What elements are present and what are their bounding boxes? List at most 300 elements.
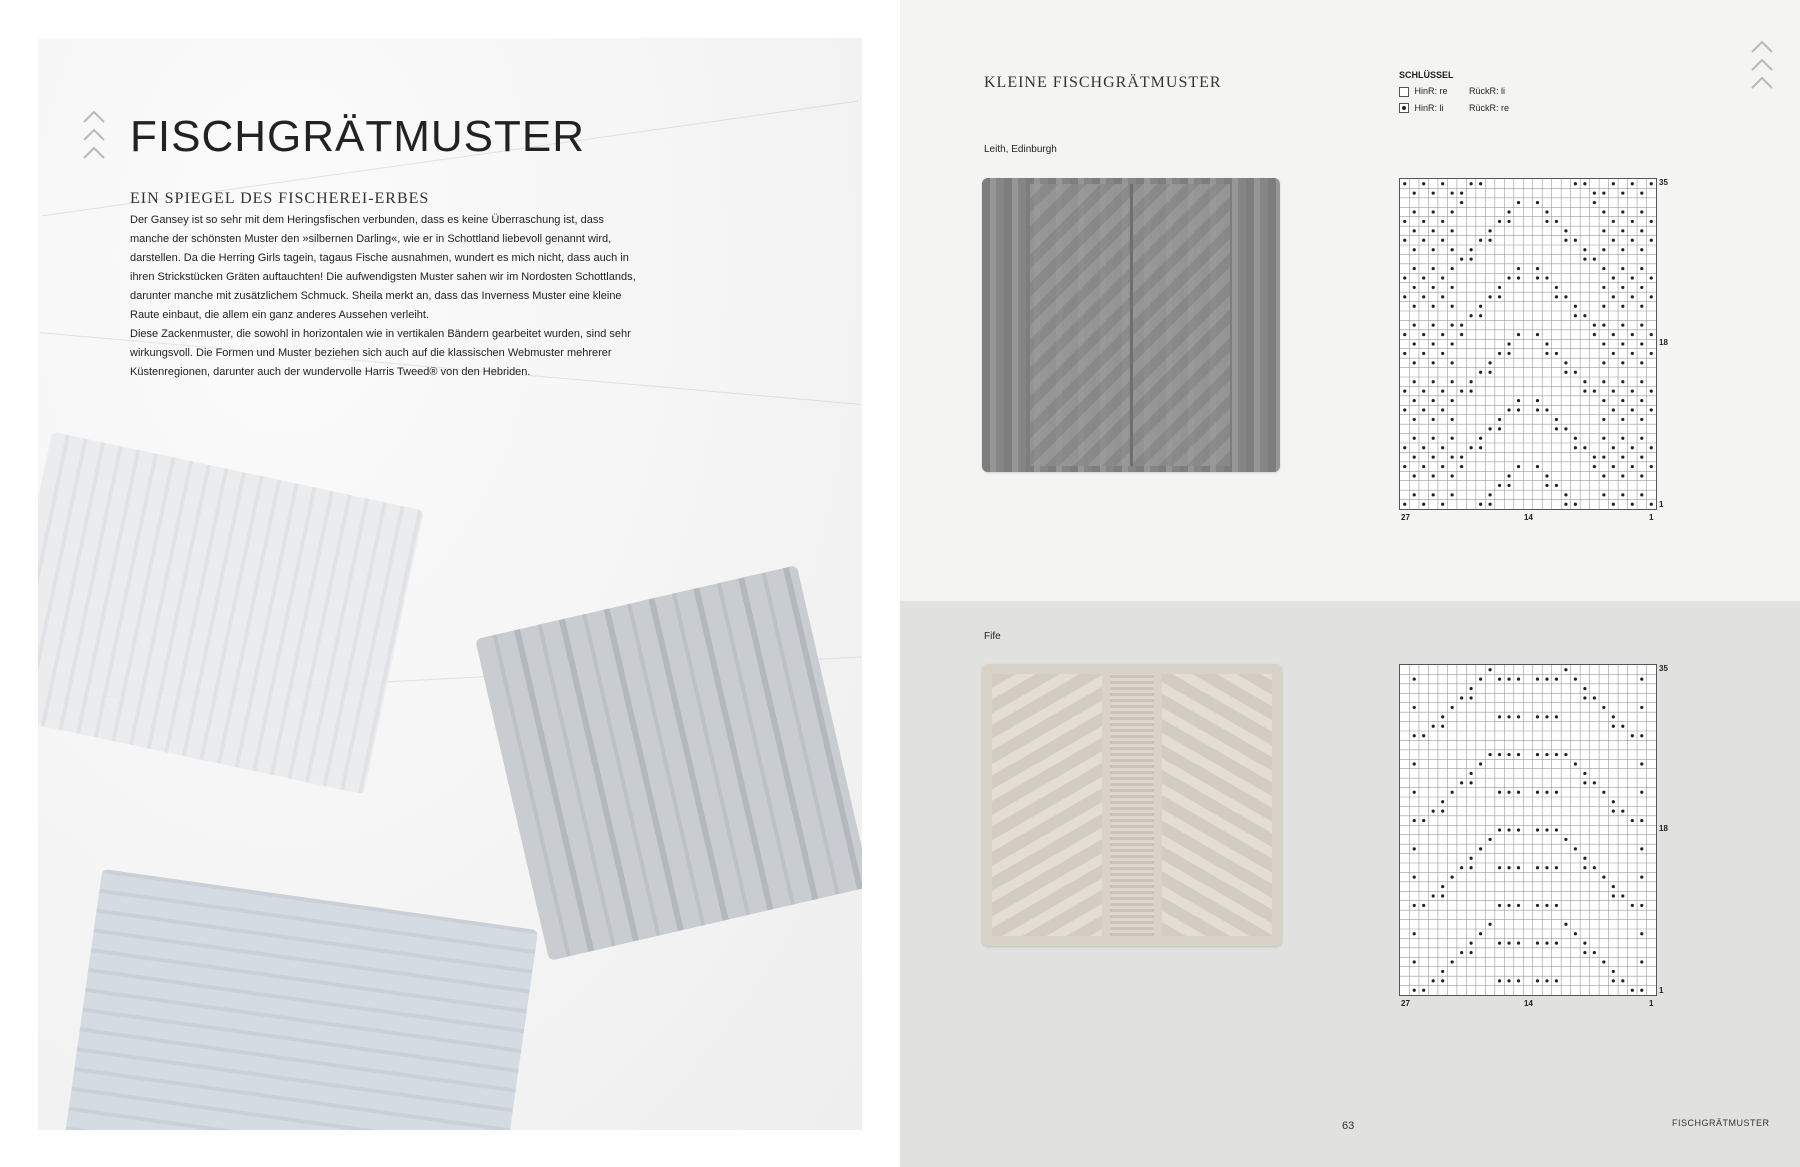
purl-stitch-dot xyxy=(1631,503,1634,506)
purl-stitch-dot xyxy=(1612,408,1615,411)
purl-stitch-dot xyxy=(1432,493,1435,496)
purl-stitch-dot xyxy=(1640,989,1643,992)
purl-stitch-dot xyxy=(1640,399,1643,402)
purl-stitch-dot xyxy=(1470,951,1473,954)
purl-stitch-dot xyxy=(1602,286,1605,289)
purl-stitch-dot xyxy=(1507,276,1510,279)
purl-stitch-dot xyxy=(1432,286,1435,289)
purl-stitch-dot xyxy=(1555,352,1558,355)
purl-stitch-dot xyxy=(1621,380,1624,383)
purl-stitch-dot xyxy=(1640,342,1643,345)
purl-stitch-dot xyxy=(1403,182,1406,185)
purl-stitch-dot xyxy=(1545,866,1548,869)
purl-stitch-dot xyxy=(1640,248,1643,251)
purl-stitch-dot xyxy=(1631,989,1634,992)
purl-stitch-dot xyxy=(1583,781,1586,784)
purl-stitch-dot xyxy=(1479,371,1482,374)
purl-stitch-dot xyxy=(1422,333,1425,336)
purl-stitch-dot xyxy=(1488,923,1491,926)
purl-stitch-dot xyxy=(1536,399,1539,402)
purl-stitch-dot xyxy=(1555,484,1558,487)
purl-stitch-dot xyxy=(1555,418,1558,421)
purl-stitch-dot xyxy=(1640,437,1643,440)
purl-stitch-dot xyxy=(1432,418,1435,421)
purl-stitch-dot xyxy=(1451,418,1454,421)
chevron-up-icon xyxy=(1750,38,1774,102)
purl-stitch-dot xyxy=(1612,503,1615,506)
purl-stitch-dot xyxy=(1460,390,1463,393)
purl-stitch-dot xyxy=(1488,838,1491,841)
purl-stitch-dot xyxy=(1545,715,1548,718)
purl-stitch-dot xyxy=(1517,753,1520,756)
knitting-chart-1 xyxy=(1399,178,1657,510)
purl-stitch-dot xyxy=(1593,201,1596,204)
purl-stitch-dot xyxy=(1593,456,1596,459)
purl-stitch-dot xyxy=(1631,295,1634,298)
purl-stitch-dot xyxy=(1432,399,1435,402)
purl-stitch-dot xyxy=(1545,210,1548,213)
purl-stitch-dot xyxy=(1621,493,1624,496)
purl-stitch-dot xyxy=(1422,734,1425,737)
chart-row-label: 1 xyxy=(1659,986,1664,995)
purl-stitch-dot xyxy=(1451,493,1454,496)
purl-stitch-dot xyxy=(1640,229,1643,232)
purl-stitch-dot xyxy=(1413,305,1416,308)
purl-stitch-dot xyxy=(1460,192,1463,195)
purl-stitch-dot xyxy=(1498,715,1501,718)
purl-stitch-dot xyxy=(1460,465,1463,468)
purl-stitch-dot xyxy=(1517,904,1520,907)
purl-stitch-dot xyxy=(1612,810,1615,813)
purl-stitch-dot xyxy=(1555,753,1558,756)
purl-stitch-dot xyxy=(1536,866,1539,869)
purl-stitch-dot xyxy=(1451,399,1454,402)
purl-stitch-dot xyxy=(1621,437,1624,440)
purl-stitch-dot xyxy=(1451,305,1454,308)
purl-stitch-dot xyxy=(1441,810,1444,813)
purl-stitch-dot xyxy=(1583,390,1586,393)
purl-stitch-dot xyxy=(1583,866,1586,869)
purl-stitch-dot xyxy=(1650,276,1653,279)
purl-stitch-dot xyxy=(1621,229,1624,232)
purl-stitch-dot xyxy=(1507,474,1510,477)
purl-stitch-dot xyxy=(1451,791,1454,794)
purl-stitch-dot xyxy=(1631,333,1634,336)
purl-stitch-dot xyxy=(1432,305,1435,308)
purl-stitch-dot xyxy=(1602,361,1605,364)
purl-stitch-dot xyxy=(1403,390,1406,393)
purl-stitch-dot xyxy=(1413,286,1416,289)
purl-stitch-dot xyxy=(1621,248,1624,251)
purl-stitch-dot xyxy=(1640,904,1643,907)
purl-stitch-dot xyxy=(1413,192,1416,195)
purl-stitch-dot xyxy=(1479,678,1482,681)
purl-stitch-dot xyxy=(1612,276,1615,279)
key-rs-label: HinR: re xyxy=(1414,86,1448,96)
section-title: KLEINE FISCHGRÄTMUSTER xyxy=(984,74,1222,91)
purl-stitch-dot xyxy=(1507,715,1510,718)
purl-stitch-dot xyxy=(1479,305,1482,308)
purl-stitch-dot xyxy=(1621,286,1624,289)
purl-stitch-dot xyxy=(1621,810,1624,813)
purl-stitch-dot xyxy=(1413,706,1416,709)
text-line: wirkungsvoll. Die Formen und Muster beziehen sich auch auf die klassischen Webmuster mehrerer xyxy=(130,347,612,359)
knitting-chart-2 xyxy=(1399,664,1657,996)
purl-stitch-dot xyxy=(1574,305,1577,308)
purl-stitch-dot xyxy=(1640,474,1643,477)
purl-stitch-dot xyxy=(1441,276,1444,279)
purl-stitch-dot xyxy=(1612,800,1615,803)
chevron-stack xyxy=(82,108,106,177)
purl-stitch-dot xyxy=(1517,678,1520,681)
purl-stitch-dot xyxy=(1640,418,1643,421)
swatch-bottom xyxy=(58,869,538,1130)
purl-stitch-dot xyxy=(1488,503,1491,506)
purl-stitch-dot xyxy=(1479,847,1482,850)
purl-stitch-dot xyxy=(1413,210,1416,213)
purl-stitch-dot xyxy=(1564,239,1567,242)
purl-stitch-dot xyxy=(1479,762,1482,765)
purl-stitch-dot xyxy=(1621,361,1624,364)
purl-stitch-dot xyxy=(1403,465,1406,468)
chart-grid xyxy=(1400,179,1656,509)
purl-stitch-dot xyxy=(1640,876,1643,879)
purl-stitch-dot xyxy=(1640,210,1643,213)
purl-stitch-dot xyxy=(1517,333,1520,336)
chart-row-label: 18 xyxy=(1659,338,1668,347)
purl-stitch-dot xyxy=(1479,437,1482,440)
purl-stitch-dot xyxy=(1507,678,1510,681)
purl-stitch-dot xyxy=(1612,182,1615,185)
purl-stitch-dot xyxy=(1602,248,1605,251)
purl-stitch-dot xyxy=(1602,791,1605,794)
purl-stitch-dot xyxy=(1413,418,1416,421)
purl-stitch-dot xyxy=(1451,248,1454,251)
purl-stitch-dot xyxy=(1631,390,1634,393)
purl-stitch-dot xyxy=(1545,474,1548,477)
purl-stitch-dot xyxy=(1583,696,1586,699)
purl-stitch-dot xyxy=(1574,437,1577,440)
purl-stitch-dot xyxy=(1612,239,1615,242)
purl-stitch-dot xyxy=(1536,333,1539,336)
purl-stitch-dot xyxy=(1593,866,1596,869)
purl-stitch-dot xyxy=(1583,446,1586,449)
purl-stitch-dot xyxy=(1498,753,1501,756)
purl-stitch-dot xyxy=(1545,942,1548,945)
purl-stitch-dot xyxy=(1650,220,1653,223)
purl-stitch-dot xyxy=(1545,828,1548,831)
purl-stitch-dot xyxy=(1555,791,1558,794)
purl-stitch-dot xyxy=(1441,979,1444,982)
purl-stitch-dot xyxy=(1640,819,1643,822)
purl-stitch-dot xyxy=(1413,342,1416,345)
purl-stitch-dot xyxy=(1612,465,1615,468)
purl-stitch-dot xyxy=(1498,427,1501,430)
purl-stitch-dot xyxy=(1621,399,1624,402)
chart-row-label: 35 xyxy=(1659,664,1668,673)
purl-stitch-dot xyxy=(1536,753,1539,756)
purl-stitch-dot xyxy=(1441,390,1444,393)
purl-stitch-dot xyxy=(1631,904,1634,907)
purl-stitch-dot xyxy=(1612,220,1615,223)
text-line: Diese Zackenmuster, die sowohl in horizontalen wie in vertikalen Bändern gearbeitet wurden, sind sehr xyxy=(130,328,631,340)
text-line: Küstenregionen, darunter auch der wundervolle Harris Tweed® von den Hebriden. xyxy=(130,366,531,378)
purl-stitch-dot xyxy=(1640,678,1643,681)
purl-stitch-dot xyxy=(1593,696,1596,699)
purl-stitch-dot xyxy=(1460,696,1463,699)
purl-stitch-dot xyxy=(1593,390,1596,393)
purl-stitch-dot xyxy=(1413,876,1416,879)
purl-stitch-dot xyxy=(1451,456,1454,459)
purl-stitch-dot xyxy=(1545,408,1548,411)
chart-col-label: 14 xyxy=(1524,513,1533,522)
purl-stitch-dot xyxy=(1602,418,1605,421)
purl-stitch-dot xyxy=(1621,267,1624,270)
purl-stitch-dot xyxy=(1640,493,1643,496)
purl-stitch-dot xyxy=(1488,668,1491,671)
purl-stitch-dot xyxy=(1640,361,1643,364)
purl-stitch-dot xyxy=(1432,810,1435,813)
purl-stitch-dot xyxy=(1631,446,1634,449)
purl-stitch-dot xyxy=(1555,866,1558,869)
purl-stitch-dot xyxy=(1470,446,1473,449)
purl-stitch-dot xyxy=(1621,342,1624,345)
text-line: darstellen. Da die Herring Girls tagein, tagaus Fische ausnahmen, wundert es mich nicht, dass auch in xyxy=(130,252,629,264)
purl-stitch-dot xyxy=(1640,267,1643,270)
purl-stitch-dot xyxy=(1413,678,1416,681)
purl-stitch-dot xyxy=(1460,201,1463,204)
purl-stitch-dot xyxy=(1621,305,1624,308)
purl-stitch-dot xyxy=(1422,182,1425,185)
purl-stitch-dot xyxy=(1602,399,1605,402)
purl-stitch-dot xyxy=(1422,503,1425,506)
purl-stitch-dot xyxy=(1612,352,1615,355)
purl-stitch-dot xyxy=(1413,819,1416,822)
purl-stitch-dot xyxy=(1451,267,1454,270)
purl-stitch-dot xyxy=(1631,408,1634,411)
purl-stitch-dot xyxy=(1422,408,1425,411)
text-line: ihren Strickstücken Gräten auftauchten! Die aufwendigsten Muster sahen wir im Nordosten Schottlands, xyxy=(130,271,636,283)
purl-stitch-dot xyxy=(1564,371,1567,374)
purl-stitch-dot xyxy=(1612,446,1615,449)
purl-stitch-dot xyxy=(1432,456,1435,459)
purl-stitch-dot xyxy=(1545,276,1548,279)
purl-stitch-dot xyxy=(1631,182,1634,185)
purl-stitch-dot xyxy=(1507,408,1510,411)
purl-stitch-dot xyxy=(1451,474,1454,477)
purl-stitch-dot xyxy=(1403,295,1406,298)
purl-stitch-dot xyxy=(1451,210,1454,213)
purl-stitch-dot xyxy=(1507,828,1510,831)
purl-stitch-dot xyxy=(1441,220,1444,223)
purl-stitch-dot xyxy=(1470,687,1473,690)
key-rs-label: HinR: li xyxy=(1414,102,1444,113)
swatch-top-left xyxy=(38,432,424,795)
purl-stitch-dot xyxy=(1640,192,1643,195)
purl-stitch-dot xyxy=(1555,828,1558,831)
purl-stitch-dot xyxy=(1650,465,1653,468)
section-subtitle: EIN SPIEGEL DES FISCHEREI-ERBES xyxy=(130,190,430,207)
empty-square-icon xyxy=(1399,87,1409,97)
purl-stitch-dot xyxy=(1593,951,1596,954)
purl-stitch-dot xyxy=(1650,408,1653,411)
purl-stitch-dot xyxy=(1545,484,1548,487)
purl-stitch-dot xyxy=(1460,324,1463,327)
purl-stitch-dot xyxy=(1507,904,1510,907)
purl-stitch-dot xyxy=(1545,979,1548,982)
purl-stitch-dot xyxy=(1650,503,1653,506)
purl-stitch-dot xyxy=(1593,781,1596,784)
purl-stitch-dot xyxy=(1460,333,1463,336)
purl-stitch-dot xyxy=(1451,192,1454,195)
purl-stitch-dot xyxy=(1621,456,1624,459)
left-page xyxy=(0,0,899,1167)
text-line: Raute einbaut, die allem ein ganz anderes Aussehen verleiht. xyxy=(130,309,430,321)
purl-stitch-dot xyxy=(1488,239,1491,242)
running-footer: FISCHGRÄTMUSTER xyxy=(1672,1118,1770,1128)
purl-stitch-dot xyxy=(1413,791,1416,794)
purl-stitch-dot xyxy=(1564,229,1567,232)
swatch-location-label: Leith, Edinburgh xyxy=(984,144,1057,155)
purl-stitch-dot xyxy=(1545,904,1548,907)
purl-stitch-dot xyxy=(1555,220,1558,223)
purl-stitch-dot xyxy=(1583,182,1586,185)
purl-stitch-dot xyxy=(1498,484,1501,487)
purl-stitch-dot xyxy=(1413,904,1416,907)
purl-stitch-dot xyxy=(1479,446,1482,449)
purl-stitch-dot xyxy=(1498,791,1501,794)
chevron-up-icon xyxy=(82,108,106,172)
purl-stitch-dot xyxy=(1564,295,1567,298)
purl-stitch-dot xyxy=(1640,380,1643,383)
purl-stitch-dot xyxy=(1422,220,1425,223)
purl-stitch-dot xyxy=(1583,857,1586,860)
purl-stitch-dot xyxy=(1545,791,1548,794)
purl-stitch-dot xyxy=(1583,380,1586,383)
purl-stitch-dot xyxy=(1564,503,1567,506)
purl-stitch-dot xyxy=(1555,295,1558,298)
purl-stitch-dot xyxy=(1536,267,1539,270)
purl-stitch-dot xyxy=(1650,333,1653,336)
purl-stitch-dot xyxy=(1441,715,1444,718)
purl-stitch-dot xyxy=(1460,951,1463,954)
purl-stitch-dot xyxy=(1403,333,1406,336)
purl-stitch-dot xyxy=(1413,734,1416,737)
purl-stitch-dot xyxy=(1441,446,1444,449)
purl-stitch-dot xyxy=(1498,828,1501,831)
purl-stitch-dot xyxy=(1517,979,1520,982)
purl-stitch-dot xyxy=(1432,361,1435,364)
purl-stitch-dot xyxy=(1432,229,1435,232)
purl-stitch-dot xyxy=(1631,734,1634,737)
purl-stitch-dot xyxy=(1441,725,1444,728)
purl-stitch-dot xyxy=(1470,380,1473,383)
purl-stitch-dot xyxy=(1555,979,1558,982)
purl-stitch-dot xyxy=(1432,437,1435,440)
purl-stitch-dot xyxy=(1470,772,1473,775)
purl-stitch-dot xyxy=(1488,753,1491,756)
page-number: 63 xyxy=(1342,1120,1355,1132)
purl-stitch-dot xyxy=(1479,932,1482,935)
purl-stitch-dot xyxy=(1507,791,1510,794)
purl-stitch-dot xyxy=(1403,352,1406,355)
purl-stitch-dot xyxy=(1413,847,1416,850)
purl-stitch-dot xyxy=(1413,456,1416,459)
purl-stitch-dot xyxy=(1583,772,1586,775)
dot-square-icon xyxy=(1399,103,1409,113)
purl-stitch-dot xyxy=(1422,239,1425,242)
purl-stitch-dot xyxy=(1432,324,1435,327)
purl-stitch-dot xyxy=(1574,314,1577,317)
purl-stitch-dot xyxy=(1602,267,1605,270)
purl-stitch-dot xyxy=(1507,220,1510,223)
purl-stitch-dot xyxy=(1441,465,1444,468)
purl-stitch-dot xyxy=(1422,446,1425,449)
text-line: darunter manche mit zusätzlichem Schmuck. Sheila merkt an, dass das Inverness Muster eine kleine xyxy=(130,290,622,302)
purl-stitch-dot xyxy=(1441,408,1444,411)
purl-stitch-dot xyxy=(1536,715,1539,718)
purl-stitch-dot xyxy=(1583,687,1586,690)
purl-stitch-dot xyxy=(1536,201,1539,204)
purl-stitch-dot xyxy=(1479,314,1482,317)
purl-stitch-dot xyxy=(1432,979,1435,982)
purl-stitch-dot xyxy=(1413,474,1416,477)
page-title: FISCHGRÄTMUSTER xyxy=(130,112,585,161)
chart-row-label: 1 xyxy=(1659,500,1664,509)
purl-stitch-dot xyxy=(1403,239,1406,242)
purl-stitch-dot xyxy=(1507,484,1510,487)
purl-stitch-dot xyxy=(1574,762,1577,765)
purl-stitch-dot xyxy=(1507,942,1510,945)
purl-stitch-dot xyxy=(1640,960,1643,963)
purl-stitch-dot xyxy=(1621,418,1624,421)
purl-stitch-dot xyxy=(1451,706,1454,709)
purl-stitch-dot xyxy=(1460,866,1463,869)
purl-stitch-dot xyxy=(1470,781,1473,784)
purl-stitch-dot xyxy=(1422,819,1425,822)
purl-stitch-dot xyxy=(1640,847,1643,850)
purl-stitch-dot xyxy=(1564,753,1567,756)
purl-stitch-dot xyxy=(1470,182,1473,185)
purl-stitch-dot xyxy=(1422,390,1425,393)
purl-stitch-dot xyxy=(1432,474,1435,477)
purl-stitch-dot xyxy=(1441,970,1444,973)
purl-stitch-dot xyxy=(1517,942,1520,945)
purl-stitch-dot xyxy=(1517,791,1520,794)
purl-stitch-dot xyxy=(1621,192,1624,195)
purl-stitch-dot xyxy=(1640,762,1643,765)
purl-stitch-dot xyxy=(1602,192,1605,195)
purl-stitch-dot xyxy=(1517,828,1520,831)
purl-stitch-dot xyxy=(1602,960,1605,963)
purl-stitch-dot xyxy=(1631,276,1634,279)
purl-stitch-dot xyxy=(1640,734,1643,737)
chart-row-label: 18 xyxy=(1659,824,1668,833)
chart-col-label: 27 xyxy=(1401,513,1410,522)
purl-stitch-dot xyxy=(1650,390,1653,393)
purl-stitch-dot xyxy=(1413,932,1416,935)
purl-stitch-dot xyxy=(1593,258,1596,261)
text-line: Der Gansey ist so sehr mit dem Heringsfischen verbunden, dass es keine Überraschung ist, dass xyxy=(130,214,604,226)
purl-stitch-dot xyxy=(1536,678,1539,681)
purl-stitch-dot xyxy=(1631,352,1634,355)
key-row-dot xyxy=(1399,103,1509,114)
purl-stitch-dot xyxy=(1498,295,1501,298)
purl-stitch-dot xyxy=(1583,258,1586,261)
purl-stitch-dot xyxy=(1413,960,1416,963)
purl-stitch-dot xyxy=(1507,210,1510,213)
purl-stitch-dot xyxy=(1536,942,1539,945)
